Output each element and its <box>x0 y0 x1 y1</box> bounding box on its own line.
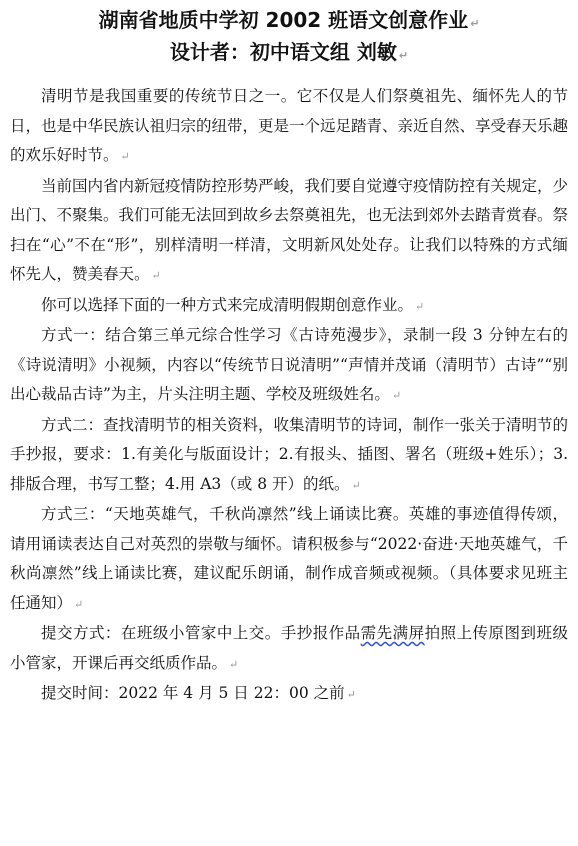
intro-paragraph: 清明节是我国重要的传统节日之一。它不仅是人们祭奠祖先、缅怀先人的节日，也是中华民族认祖归宗的纽带，更是一个远足踏青、亲近自然、享受春天乐趣的欢乐好时节。 ↵ <box>10 87 569 164</box>
paragraph-mark-icon: ↵ <box>229 657 239 671</box>
paragraph-mark-icon: ↵ <box>470 17 480 30</box>
paragraph-mark-icon: ↵ <box>74 597 84 611</box>
designer-line <box>10 36 568 68</box>
option-three-paragraph: 方式三：“天地英雄气，千秋尚凛然”线上诵读比赛。英雄的事迹值得传颂，请用诵读表达自己对英烈的崇敬与缅怀。请积极参与“2022·奋进·天地英雄气，千秋尚凛然”线上诵读比赛，建议配乐朗诵，制作成音频或视频。（具体要求见班主任通知） ↵ <box>10 505 568 612</box>
title-text: 湖南省地质中学初 2002 班语文创意作业 <box>98 8 469 32</box>
paragraph-mark-icon: ↵ <box>120 150 130 163</box>
submission-method-paragraph: 提交方式：在班级小管家中上交。手抄报作品需先满屏拍照上传原图到班级小管家，开课后再交纸质作品。 ↵ <box>10 624 568 672</box>
paragraph-mark-icon: ↵ <box>398 49 409 62</box>
paragraph-mark-icon: ↵ <box>391 389 402 402</box>
paragraph-mark-icon: ↵ <box>151 269 161 282</box>
submission-time-paragraph: 提交时间：2022 年 4 月 5 日 22：00 之前 ↵ <box>41 684 356 702</box>
paragraph-mark-icon: ↵ <box>346 688 356 701</box>
designer-text: 设计者：初中语文组 刘敏 <box>169 40 397 64</box>
document-title <box>10 4 568 36</box>
option-one-paragraph: 方式一：结合第三单元综合性学习《古诗苑漫步》，录制一段 3 分钟左右的《诗说清明》小视频，内容以“传统节日说清明”“声情并茂诵（清明节）古诗”“别出心裁品古诗”为主，片头注明主题、学校及班级姓名。 ↵ <box>10 326 568 403</box>
paragraph-mark-icon: ↵ <box>415 299 425 313</box>
paragraph-mark-icon: ↵ <box>351 478 361 492</box>
option-two-paragraph: 方式二：查找清明节的相关资料，收集清明节的诗词，制作一张关于清明节的手抄报，要求：1.有美化与版面设计；2.有报头、插图、署名（班级+姓乐）；3.排版合理，书写工整；4.用 A3（或 8 开）的纸。 ↵ <box>10 415 569 493</box>
spellcheck-flagged-text: 需先满屏 <box>360 624 425 642</box>
epidemic-paragraph: 当前国内省内新冠疫情防控形势严峻，我们要自觉遵守疫情防控有关规定，少出门、不聚集。我们可能无法回到故乡去祭奠祖先，也无法到郊外去踏青赏春。祭扫在“心”不在“形”，别样清明一样清，文明新风处处存。让我们以特殊的方式缅怀先人，赞美春天。 ↵ <box>10 176 569 283</box>
choice-paragraph: 你可以选择下面的一种方式来完成清明假期创意作业。 ↵ <box>41 295 425 314</box>
